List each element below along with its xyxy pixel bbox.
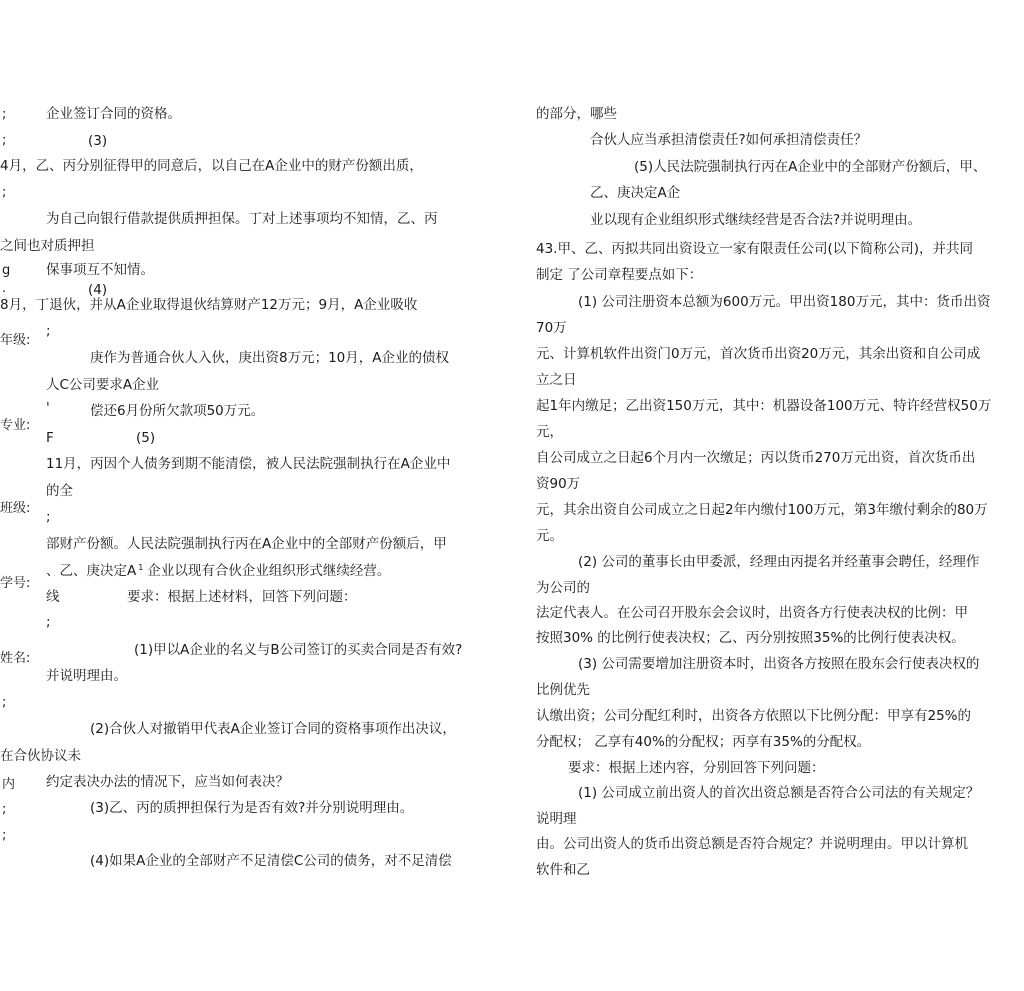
- margin-mark: 内: [2, 777, 16, 792]
- text-line: 自公司成立之日起6个月内一次缴足；丙以货币270万元出资，首次货币出: [536, 450, 976, 466]
- margin-mark: ;: [2, 133, 7, 148]
- text-line: 部财产份额。人民法院强制执行丙在A企业中的全部财产份额后，甲: [46, 536, 447, 552]
- text-fragment: 、乙、庚决定A: [46, 563, 137, 579]
- text-line: 的部分，哪些: [536, 106, 617, 122]
- text-line: 起1年内缴足；乙出资150万元，其中：机器设备100万元、特许经营权50万: [536, 398, 992, 414]
- text-line: 认缴出资；公司分配红利时，出资各方依照以下比例分配：甲享有25%的: [536, 708, 972, 724]
- text-line: 元。: [536, 528, 563, 544]
- text-line: 资90万: [536, 476, 581, 492]
- text-line: ;: [46, 614, 51, 630]
- text-line: (3) 公司需要增加注册资本时，出资各方按照在股东会行使表决权的: [578, 656, 980, 672]
- text-line: 制定 了公司章程要点如下：: [536, 267, 703, 283]
- margin-mark: ;: [2, 185, 7, 200]
- text-line: 元，: [536, 424, 563, 440]
- text-line: 说明理: [536, 811, 577, 827]
- text-line: ': [46, 400, 50, 416]
- text-line: 元，其余出资自公司成立之日起2年内缴付100万元，第3年缴付剩余的80万: [536, 502, 988, 518]
- text-line: 4月，乙、丙分别征得甲的同意后，以自己在A企业中的财产份额出质，: [0, 158, 423, 174]
- text-line: 软件和乙: [536, 862, 590, 878]
- superscript-mark: 1: [138, 563, 144, 572]
- text-line: (5): [136, 430, 156, 446]
- text-line: 线: [46, 589, 60, 605]
- text-line: 要求：根据上述材料，回答下列问题：: [127, 589, 357, 605]
- margin-label-name: 姓名:: [0, 651, 31, 666]
- text-line: 11月，丙因个人债务到期不能清偿，被人民法院强制执行在A企业中: [46, 456, 451, 472]
- text-line: 业以现有企业组织形式继续经营是否合法?并说明理由。: [590, 212, 922, 228]
- text-line: 乙、庚决定A企: [590, 185, 681, 201]
- text-line: (2) 公司的董事长由甲委派，经理由丙提名并经董事会聘任，经理作: [578, 554, 980, 570]
- text-line: 分配权； 乙享有40%的分配权；丙享有35%的分配权。: [536, 734, 871, 750]
- text-line: 法定代表人。在公司召开股东会会议时，出资各方行使表决权的比例：甲: [536, 605, 968, 621]
- text-line: ;: [46, 509, 51, 525]
- text-line: 保事项互不知情。: [46, 262, 154, 278]
- margin-mark: ;: [2, 828, 7, 843]
- text-line: 庚作为普通合伙人入伙，庚出资8万元；10月，A企业的债权: [90, 350, 450, 366]
- margin-mark: ;: [2, 802, 7, 817]
- text-line: (1) 公司注册资本总额为600万元。甲出资180万元，其中：货币出资: [578, 294, 991, 310]
- text-line: 为公司的: [536, 580, 590, 596]
- text-line: (4): [88, 282, 108, 298]
- text-line: 元、计算机软件出资门0万元，首次货币出资20万元，其余出资和自公司成: [536, 346, 981, 362]
- text-line: F: [46, 430, 54, 446]
- text-fragment: 企业以现有合伙企业组织形式继续经营。: [147, 563, 391, 579]
- margin-mark: ;: [2, 107, 7, 122]
- text-line: 要求：根据上述内容，分别回答下列问题：: [568, 760, 825, 776]
- margin-label-class: 班级:: [0, 501, 31, 516]
- text-line: 在合伙协议未: [0, 748, 81, 764]
- text-line: 并说明理由。: [46, 668, 127, 684]
- text-line: (1) 公司成立前出资人的首次出资总额是否符合公司法的有关规定？: [578, 785, 980, 801]
- margin-mark: ;: [2, 695, 7, 710]
- text-line: 人C公司要求A企业: [46, 377, 160, 393]
- case-43-heading: 43.甲、乙、丙拟共同出资设立一家有限责任公司(以下简称公司)，并共同: [536, 241, 974, 257]
- text-line: 合伙人应当承担清偿责任?如何承担清偿责任？: [590, 132, 868, 148]
- question-5: (5)人民法院强制执行丙在A企业中的全部财产份额后，甲、: [634, 159, 987, 175]
- text-line: [46, 564, 390, 579]
- text-line: 由。公司出资人的货币出资总额是否符合规定？并说明理由。甲以计算机: [536, 836, 968, 852]
- text-line: 之间也对质押担: [0, 238, 95, 254]
- margin-label-student-id: 学号:: [0, 576, 31, 591]
- margin-label-major: 专业:: [0, 418, 31, 433]
- text-line: 偿还6月份所欠款项50万元。: [90, 403, 265, 419]
- text-line: 为自己向银行借款提供质押担保。丁对上述事项均不知情，乙、丙: [46, 211, 438, 227]
- margin-mark: .: [2, 281, 7, 296]
- text-line: 8月，丁退伙，并从A企业取得退伙结算财产12万元；9月，A企业吸收: [0, 297, 418, 313]
- text-line: (3): [88, 133, 108, 149]
- question-1: (1)甲以A企业的名义与B公司签订的买卖合同是否有效?: [134, 642, 463, 658]
- text-line: 立之日: [536, 372, 577, 388]
- margin-label-grade: 年级:: [0, 333, 31, 348]
- question-2: (2)合伙人对撤销甲代表A企业签订合同的资格事项作出决议，: [90, 721, 456, 737]
- text-line: ;: [46, 323, 51, 339]
- margin-mark: g: [2, 263, 11, 278]
- text-line: 70万: [536, 320, 567, 336]
- text-line: 比例优先: [536, 682, 590, 698]
- text-line: 的全: [46, 483, 73, 499]
- text-line: 约定表决办法的情况下，应当如何表决？: [46, 774, 289, 790]
- question-4: (4)如果A企业的全部财产不足清偿C公司的债务，对不足清偿: [90, 853, 452, 869]
- question-3: (3)乙、丙的质押担保行为是否有效?并分别说明理由。: [90, 800, 414, 816]
- text-line: 按照30% 的比例行使表决权；乙、丙分别按照35%的比例行使表决权。: [536, 630, 965, 646]
- text-line: 企业签订合同的资格。: [46, 106, 181, 122]
